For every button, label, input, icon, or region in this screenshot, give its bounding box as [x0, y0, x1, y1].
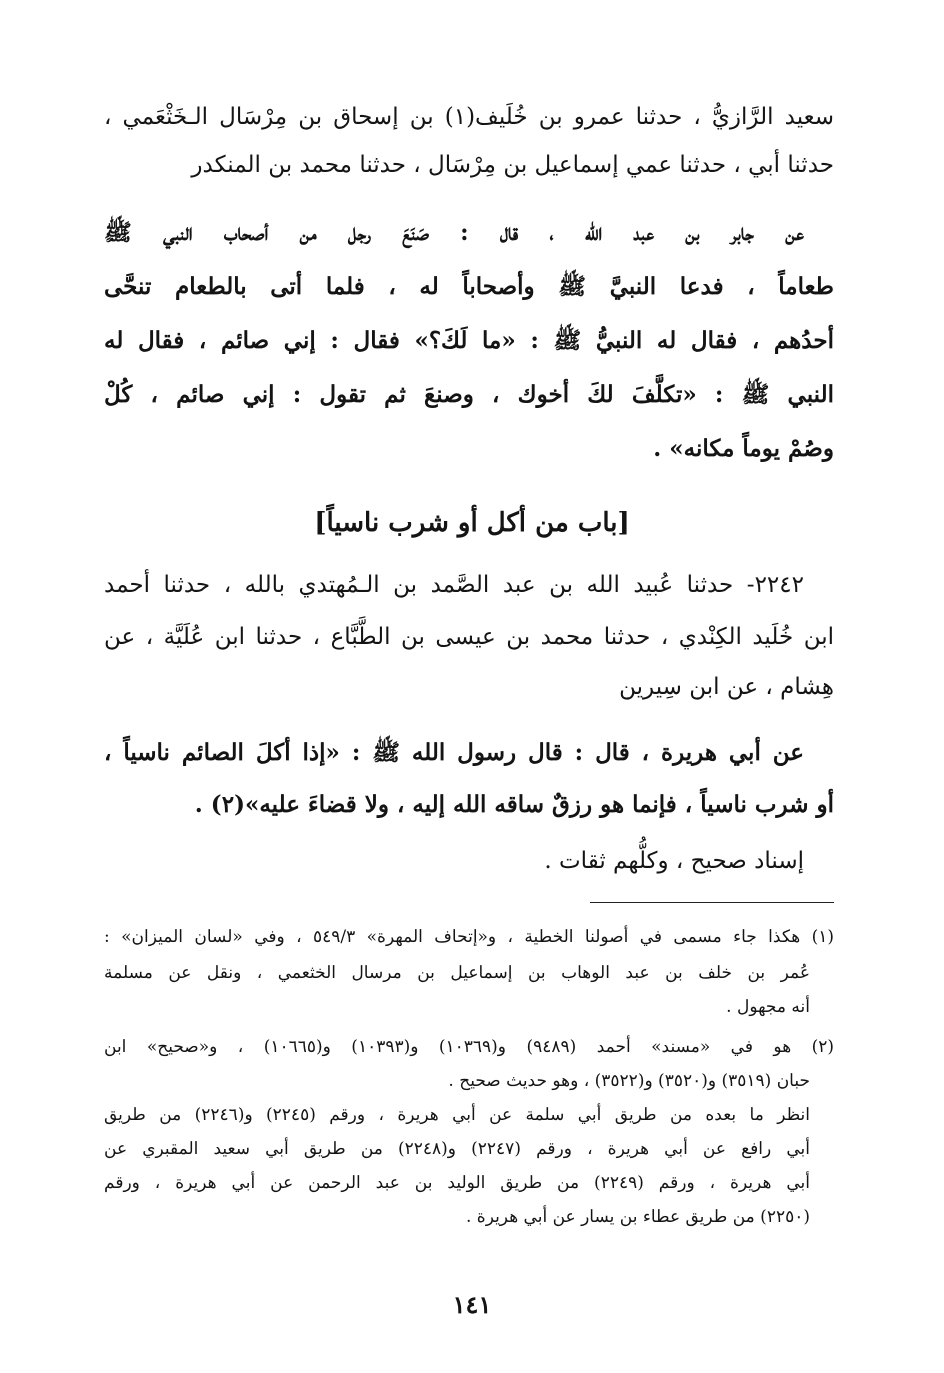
hadith-line-4: النبي ﷺ : «تكلَّفَ لكَ أخوك ، وصنعَ ثم تقول : إني صائم ، كُلْ: [104, 381, 834, 408]
isnad-line-2: ابن خُلَيد الكِنْدي ، حدثنا محمد بن عيسى بن الطَّبَّاع ، حدثنا ابن عُلَيَّة ، عن: [104, 624, 834, 650]
footnote-1-line-1: (١) هكذا جاء مسمى في أصولنا الخطية ، و«إتحاف المهرة» ٥٤٩/٣ ، وفي «لسان الميزان» :: [104, 927, 834, 947]
footnote-2-line-4: أبي رافع عن أبي هريرة ، ورقم (٢٢٤٧) و(٢٢٤٨) من طريق أبي سعيد المقبري عن: [104, 1139, 810, 1159]
isnad-line-1: ٢٢٤٢- حدثنا عُبيد الله بن عبد الصَّمد بن الـمُهتدي بالله ، حدثنا أحمد: [104, 572, 804, 598]
footnote-2-line-6: (٢٢٥٠) من طريق عطاء بن يسار عن أبي هريرة .: [465, 1207, 810, 1227]
text-line-1: سعيد الرَّازيُّ ، حدثنا عمرو بن خُلَيف(١) بن إسحاق بن مِرْسَال الـخَثْعَمي ،: [104, 104, 834, 130]
footnote-2-line-3: انظر ما بعده من طريق أبي سلمة عن أبي هريرة ، ورقم (٢٢٤٥) و(٢٢٤٦) من طريق: [104, 1105, 810, 1125]
hadith-line-5: وصُمْ يوماً مكانه» .: [653, 435, 834, 462]
footnote-1-line-2: عُمر بن خلف بن عبد الوهاب بن إسماعيل بن مرسال الخثعمي ، ونقل عن مسلمة: [104, 963, 810, 983]
footnote-2-line-2: حبان (٣٥١٩) و(٣٥٢٠) و(٣٥٢٢) ، وهو حديث صحيح .: [448, 1071, 810, 1091]
footnote-2-line-5: أبي هريرة ، ورقم (٢٢٤٩) من طريق الوليد بن عبد الرحمن عن أبي هريرة ، ورقم: [104, 1173, 810, 1193]
hadith2-line-2: أو شرب ناسياً ، فإنما هو رزقٌ ساقه الله إليه ، ولا قضاءَ عليه»(٢) .: [194, 791, 834, 818]
hadith-line-3: أحدُهم ، فقال له النبيُّ ﷺ : «ما لَكَ؟» فقال : إني صائم ، فقال له: [104, 327, 834, 354]
footnote-1-line-3: أنه مجهول .: [726, 997, 810, 1017]
footnote-2-line-1: (٢) هو في «مسند» أحمد (٩٤٨٩) و(١٠٣٦٩) و(١٠٣٩٣) و(١٠٦٦٥) ، و«صحيح» ابن: [104, 1037, 834, 1057]
footnote-separator: [590, 902, 834, 903]
grading-line: إسناد صحيح ، وكلُّهم ثقات .: [544, 848, 804, 874]
text-line-2: حدثنا أبي ، حدثنا عمي إسماعيل بن مِرْسَال ، حدثنا محمد بن المنكدر: [191, 152, 834, 178]
hadith2-line-1: عن أبي هريرة ، قال : قال رسول الله ﷺ : «إذا أكلَ الصائم ناسياً ،: [104, 739, 804, 766]
chapter-heading: [باب من أكل أو شرب ناسياً]: [314, 508, 630, 538]
hadith-line-1: عن جابر بن عبد الله ، قال : صَنَعَ رجل من أصحاب النبي ﷺ: [104, 219, 804, 246]
hadith-line-2: طعاماً ، فدعا النبيَّ ﷺ وأصحاباً له ، فلما أتى بالطعام تنحَّى: [104, 273, 834, 300]
isnad-line-3: هِشام ، عن ابن سِيرين: [619, 674, 834, 700]
page-number: ١٤١: [452, 1290, 492, 1319]
